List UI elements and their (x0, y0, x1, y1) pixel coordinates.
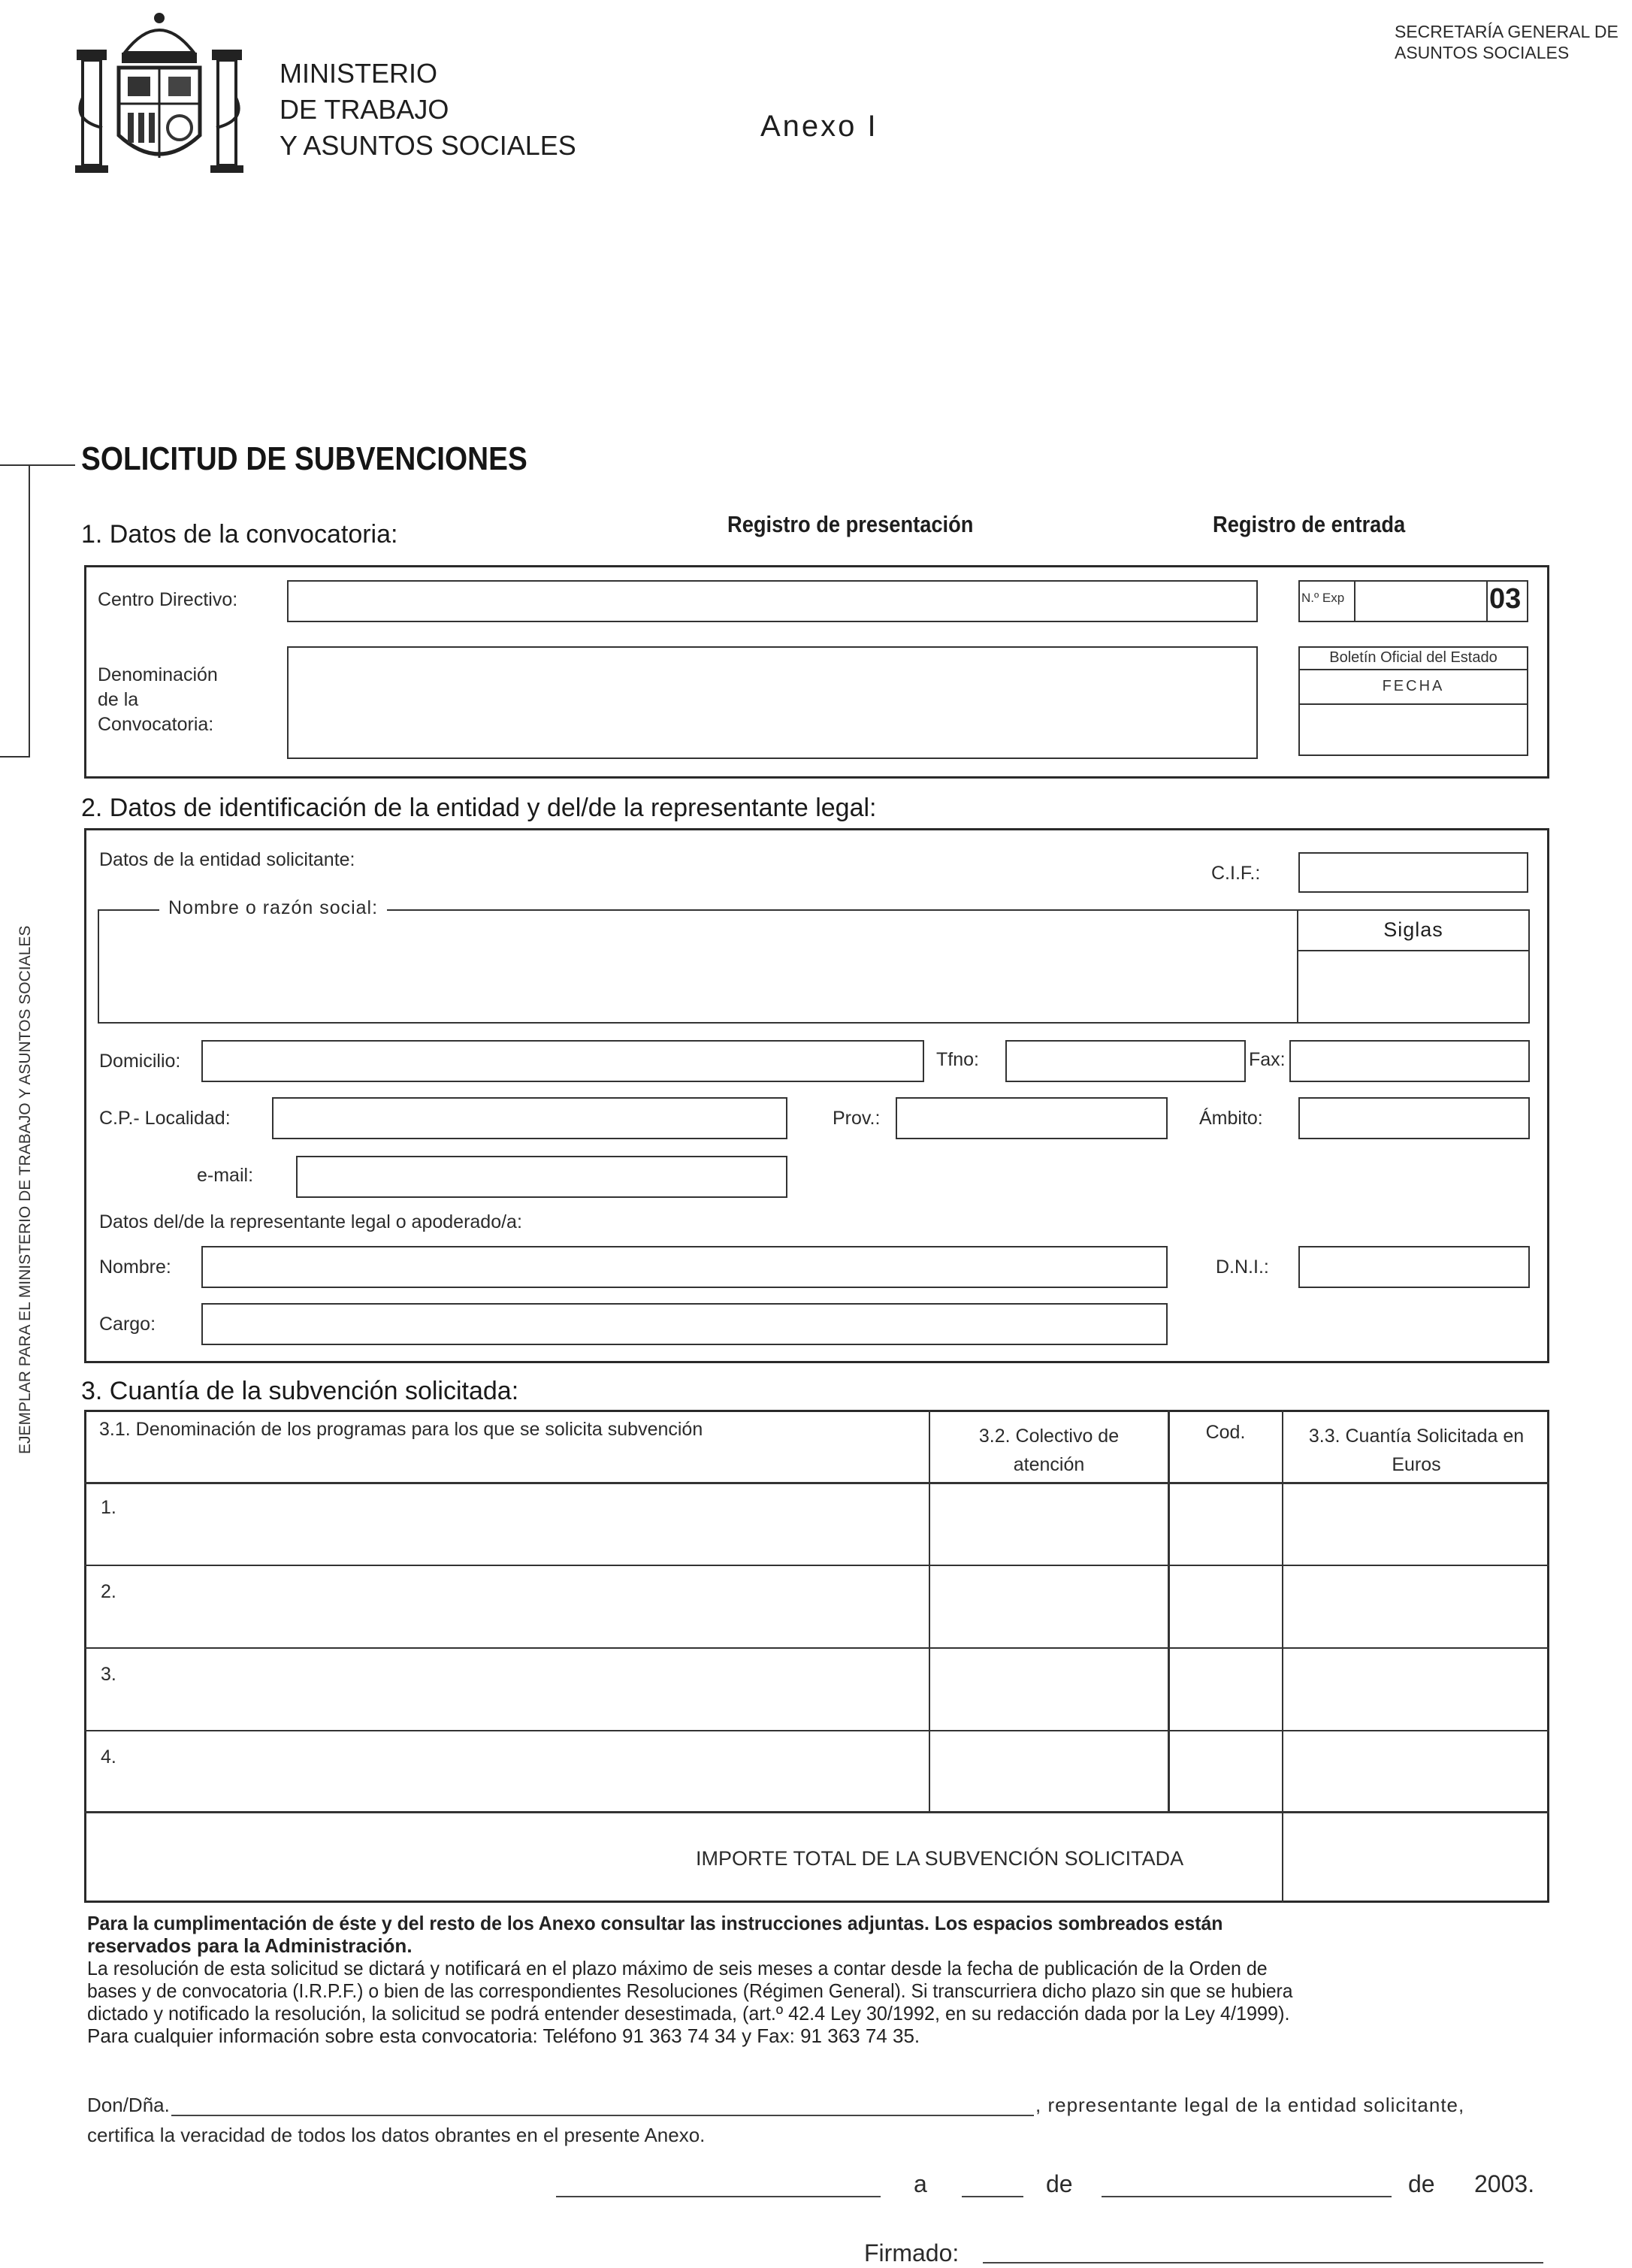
representante-heading: Datos del/de la representante legal o apoderado/a: (99, 1211, 522, 1232)
registro-presentacion-label: Registro de presentación (727, 511, 974, 537)
ministry-line: DE TRABAJO (280, 94, 449, 125)
table-row-number: 3. (101, 1664, 116, 1685)
table-row-number: 2. (101, 1581, 116, 1602)
col-header-programas: 3.1. Denominación de los programas para los que se solicita subvención (99, 1419, 703, 1440)
nombre-label: Nombre: (99, 1256, 171, 1278)
instructions-line: Para cualquier información sobre esta convocatoria: Teléfono 91 363 74 34 y Fax: 91 363 74 35. (87, 2025, 920, 2047)
centro-directivo-input[interactable] (287, 580, 1258, 622)
annex-title: Anexo I (760, 110, 878, 143)
table-col-line (1282, 1410, 1283, 1903)
de-label-2: de (1408, 2170, 1435, 2197)
section3-title: 3. Cuantía de la subvención solicitada: (81, 1377, 519, 1405)
ministry-line: Y ASUNTOS SOCIALES (280, 130, 576, 161)
instructions-line: dictado y notificado la resolución, la solicitud se podrá entender desestimada, (art.º 42.4 Ley 30/1992, en su redacción dada por la Ley 4/1999). (87, 2002, 1290, 2025)
denominacion-line: Denominación (98, 664, 218, 685)
col-header-cod: Cod. (1205, 1422, 1246, 1443)
cif-label: C.I.F.: (1211, 863, 1261, 884)
month-line[interactable] (1102, 2196, 1392, 2197)
don-label: Don/Dña. (87, 2094, 170, 2116)
representante-text: , representante legal de la entidad solicitante, (1035, 2094, 1465, 2116)
tfno-label: Tfno: (936, 1049, 979, 1070)
prov-label: Prov.: (833, 1108, 881, 1129)
instructions-block (87, 1912, 1554, 2047)
boletin-divider (1298, 669, 1528, 670)
side-note: EJEMPLAR PARA EL MINISTERIO DE TRABAJO Y ASUNTOS SOCIALES (17, 925, 34, 1454)
certifica-text: certifica la veracidad de todos los datos obrantes en el presente Anexo. (87, 2124, 706, 2146)
firmado-label: Firmado: (864, 2239, 960, 2266)
entidad-heading: Datos de la entidad solicitante: (99, 849, 355, 870)
table-header-line (84, 1482, 1549, 1484)
email-label: e-mail: (197, 1165, 254, 1186)
spain-coat-of-arms-logo (72, 8, 246, 179)
prov-input[interactable] (896, 1097, 1168, 1139)
cp-localidad-input[interactable] (272, 1097, 787, 1139)
cif-input[interactable] (1298, 852, 1528, 893)
fax-label: Fax: (1249, 1049, 1286, 1070)
nexp-code-divider (1486, 580, 1488, 622)
dni-label: D.N.I.: (1216, 1256, 1269, 1278)
nombre-razon-box[interactable] (98, 909, 1297, 1024)
cp-localidad-label: C.P.- Localidad: (99, 1108, 231, 1129)
side-bracket-connector (30, 464, 75, 466)
denominacion-label (98, 663, 218, 737)
section1-title: 1. Datos de la convocatoria: (81, 520, 398, 549)
email-input[interactable] (296, 1156, 787, 1198)
table-row-line (84, 1647, 1549, 1649)
section2-title: 2. Datos de identificación de la entidad y del/de la representante legal: (81, 794, 877, 822)
year-label: 2003. (1474, 2170, 1535, 2197)
denominacion-convocatoria-input[interactable] (287, 646, 1258, 759)
instructions-line: bases y de convocatoria (I.R.P.F.) o bien de las correspondientes Resoluciones (Régimen General). Si transcurriera dicho plazo sin que se hubiera (87, 1979, 1293, 2002)
table-col-line (929, 1410, 930, 1811)
tfno-input[interactable] (1005, 1040, 1246, 1082)
table-row-number: 1. (101, 1497, 116, 1518)
de-label-1: de (1046, 2170, 1073, 2197)
place-line[interactable] (556, 2196, 881, 2197)
instructions-bold-line: reservados para la Administración. (87, 1934, 413, 1957)
denominacion-line: Convocatoria: (98, 714, 214, 735)
registro-entrada-label: Registro de entrada (1213, 511, 1406, 537)
denominacion-line: de la (98, 689, 139, 710)
importe-total-label: IMPORTE TOTAL DE LA SUBVENCIÓN SOLICITADA (696, 1847, 1184, 1870)
centro-directivo-label: Centro Directivo: (98, 589, 238, 610)
a-label: a (914, 2170, 927, 2197)
table-row-line (84, 1565, 1549, 1566)
col-header-cuantia (1283, 1422, 1549, 1479)
dni-input[interactable] (1298, 1246, 1530, 1288)
secretariat-line: SECRETARÍA GENERAL DE (1395, 22, 1618, 41)
nexp-divider (1354, 580, 1355, 622)
day-line[interactable] (962, 2196, 1023, 2197)
col-header-colectivo-line: atención (1013, 1454, 1085, 1475)
ambito-label: Ámbito: (1199, 1108, 1263, 1129)
fecha-divider (1298, 703, 1528, 705)
instructions-bold-line: Para la cumplimentación de éste y del resto de los Anexo consultar las instrucciones adjuntas. Los espacios sombreados están (87, 1912, 1223, 1934)
signature-line[interactable] (983, 2262, 1543, 2263)
form-title: SOLICITUD DE SUBVENCIONES (81, 440, 527, 477)
table-row-number: 4. (101, 1746, 116, 1768)
table-col-line (1168, 1410, 1170, 1811)
ambito-input[interactable] (1298, 1097, 1530, 1139)
col-header-colectivo (930, 1422, 1168, 1479)
table-row-line (84, 1811, 1549, 1813)
secretariat-line: ASUNTOS SOCIALES (1395, 43, 1570, 62)
domicilio-input[interactable] (201, 1040, 924, 1082)
nexp-code: 03 (1489, 583, 1522, 615)
don-name-line[interactable] (171, 2115, 1034, 2116)
nombre-input[interactable] (201, 1246, 1168, 1288)
cargo-label: Cargo: (99, 1314, 156, 1335)
ministry-line: MINISTERIO (280, 58, 438, 89)
domicilio-label: Domicilio: (99, 1051, 181, 1072)
nexp-label: N.º Exp (1301, 591, 1345, 605)
boletin-label: Boletín Oficial del Estado (1329, 649, 1498, 666)
secretariat-name (1395, 21, 1618, 63)
col-header-cuantia-line: Euros (1392, 1454, 1441, 1475)
nombre-razon-label: Nombre o razón social: (159, 897, 387, 919)
fax-input[interactable] (1289, 1040, 1530, 1082)
siglas-divider (1297, 950, 1530, 951)
siglas-label: Siglas (1383, 918, 1443, 941)
instructions-line: La resolución de esta solicitud se dictará y notificará en el plazo máximo de seis meses a contar desde la fecha de publicación de la Orden de (87, 1957, 1268, 1979)
ministry-name (280, 56, 576, 164)
table-row-line (84, 1730, 1549, 1731)
col-header-colectivo-line: 3.2. Colectivo de (978, 1426, 1120, 1447)
fecha-label: FECHA (1382, 678, 1445, 694)
side-bracket (0, 464, 30, 758)
col-header-cuantia-line: 3.3. Cuantía Solicitada en (1308, 1426, 1525, 1447)
cargo-input[interactable] (201, 1303, 1168, 1345)
